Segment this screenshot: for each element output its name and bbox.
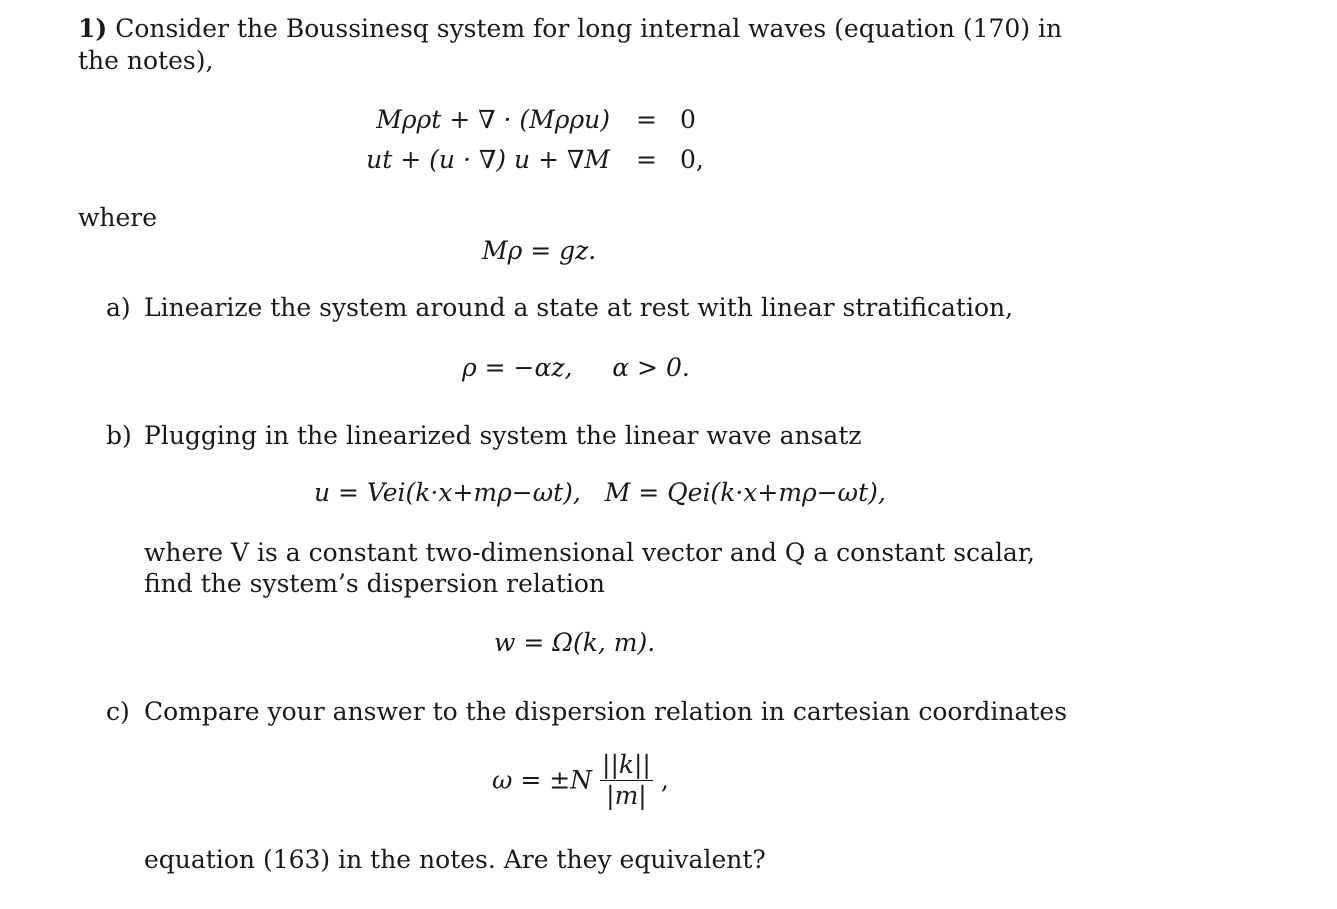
problem-intro-line1 (78, 13, 1062, 44)
part-c-equation (492, 750, 669, 811)
part-b-label: b) (106, 421, 132, 450)
fraction-numerator: ||k|| (602, 750, 651, 779)
part-b-ansatz: u = Vei(k·x+mρ−ωt), M = Qei(k·x+mρ−ωt), (314, 478, 886, 507)
problem-number: 1) (78, 14, 108, 43)
part-b-text2-line2: find the system’s dispersion relation (144, 569, 606, 598)
fraction (600, 750, 653, 811)
part-c-eq-lhs: ω = ±N (492, 765, 593, 795)
m-rho-equation: Mρ = gz. (482, 236, 597, 265)
part-a-label: a) (106, 293, 131, 322)
system-eq2-rel: = (636, 145, 657, 174)
part-c-text: Compare your answer to the dispersion relation in cartesian coordinates (144, 697, 1068, 726)
part-b-text: Plugging in the linearized system the linear wave ansatz (144, 421, 862, 450)
where-label: where (78, 203, 158, 232)
part-b-dispersion-equation: w = Ω(k, m). (494, 628, 656, 657)
part-c-eq-tail: , (660, 765, 669, 795)
part-a-equation: ρ = −αz, α > 0. (462, 353, 690, 382)
system-eq1-rel: = (636, 105, 657, 134)
problem-intro-line2: the notes), (78, 46, 214, 75)
system-eq2-rhs: 0, (680, 145, 704, 174)
system-eq2-lhs: ut + (u · ∇) u + ∇M (366, 145, 610, 174)
part-a-text: Linearize the system around a state at rest with linear stratification, (144, 293, 1014, 322)
fraction-denominator: |m| (606, 781, 647, 810)
system-eq1-lhs: Mρρt + ∇ · (Mρρu) (376, 105, 610, 134)
part-c-closing: equation (163) in the notes. Are they equivalent? (144, 845, 766, 874)
intro-text-1: Consider the Boussinesq system for long internal waves (equation (170) in (115, 14, 1063, 43)
part-c-label: c) (106, 697, 130, 726)
part-b-text2-line1: where V is a constant two-dimensional vector and Q a constant scalar, (144, 538, 1035, 567)
system-eq1-rhs: 0 (680, 105, 696, 134)
